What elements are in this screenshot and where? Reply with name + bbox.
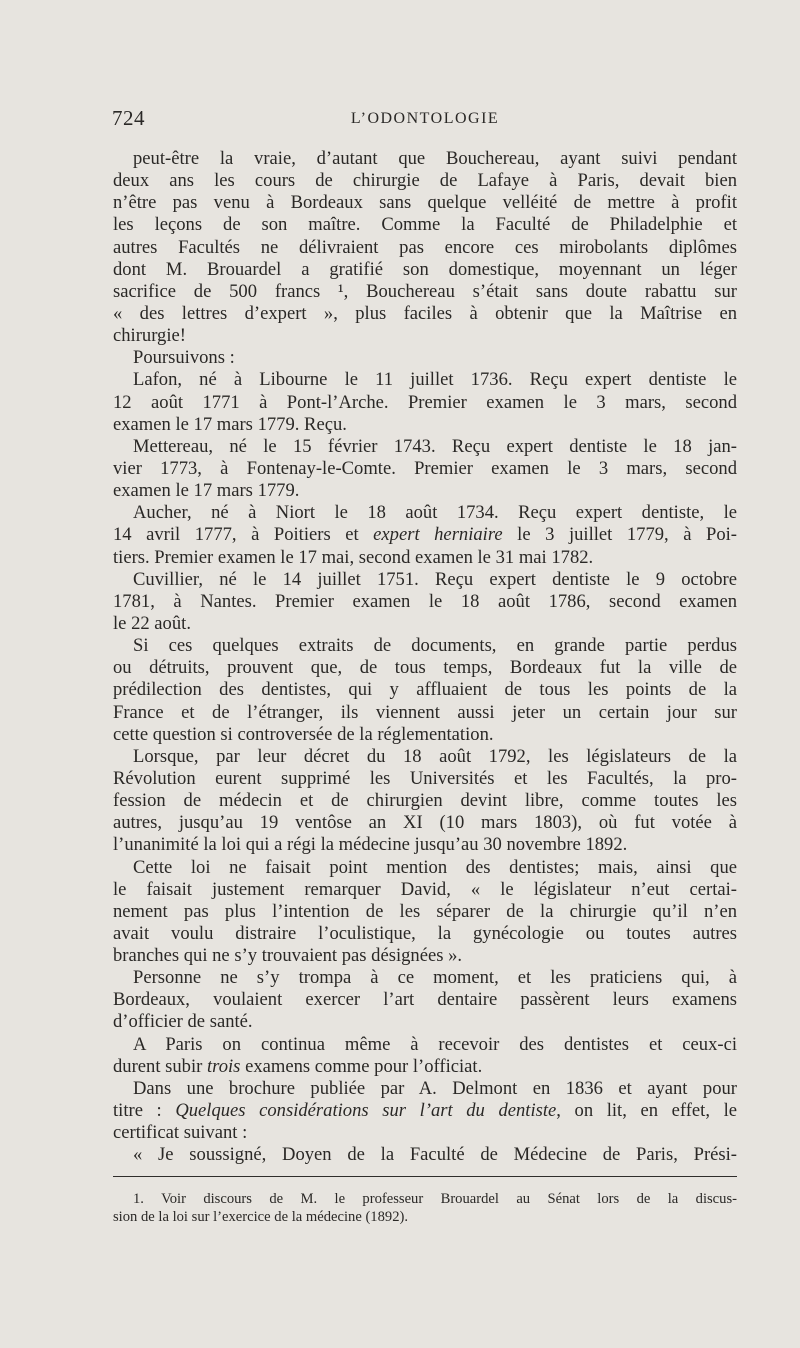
text-line: « des lettres d’expert », plus faciles à obtenir que la Maîtrise en: [113, 302, 737, 324]
text-line: avait voulu distraire l’oculistique, la gynécologie ou toutes autres: [113, 922, 737, 944]
text-line: n’être pas venu à Bordeaux sans quelque velléité de mettre à profit: [113, 192, 737, 214]
text-line: examen le 17 mars 1779. Reçu.: [113, 413, 347, 435]
text-line: nement pas plus l’intention de les séparer de la chirurgie qu’il n’en: [113, 900, 737, 922]
running-title: L’ODONTOLOGIE: [350, 110, 500, 127]
text-line: branches qui ne s’y trouvaient pas désignées ».: [113, 945, 463, 967]
text-line: 12 août 1771 à Pont-l’Arche. Premier examen le 3 mars, second: [113, 391, 737, 413]
text-line: Poursuivons :: [133, 347, 235, 369]
text-line: France et de l’étranger, ils viennent aussi jeter un certain jour sur: [113, 701, 737, 723]
text-line: Mettereau, né le 15 février 1743. Reçu expert dentiste le 18 jan-: [133, 435, 737, 457]
text-line: Cette loi ne faisait point mention des dentistes; mais, ainsi que: [133, 856, 737, 878]
footnote-line: sion de la loi sur l’exercice de la médecine (1892).: [113, 1209, 408, 1225]
text-line: Révolution eurent supprimé les Universités et les Facultés, la pro-: [113, 767, 737, 789]
text-line: autres Facultés ne délivraient pas encore ces mirobolants diplômes: [113, 236, 737, 258]
text-line: examen le 17 mars 1779.: [113, 480, 300, 502]
text-line: titre : Quelques considérations sur l’art du dentiste, on lit, en effet, le: [113, 1100, 737, 1122]
body-text: [113, 148, 737, 1166]
italic-text: expert herniaire: [373, 524, 503, 546]
text-line: vier 1773, à Fontenay-le-Comte. Premier examen le 3 mars, second: [113, 457, 737, 479]
text-line: tiers. Premier examen le 17 mai, second examen le 31 mai 1782.: [113, 546, 594, 568]
text-line: le faisait justement remarquer David, « le législateur n’eut certai-: [113, 878, 737, 900]
text-line: d’officier de santé.: [113, 1011, 253, 1033]
text-line: « Je soussigné, Doyen de la Faculté de Médecine de Paris, Prési-: [133, 1144, 737, 1166]
footnote-separator-rule: [113, 1176, 737, 1177]
text-line: prédilection des dentistes, qui y affluaient de tous les points de la: [113, 679, 737, 701]
text-line: 1781, à Nantes. Premier examen le 18 août 1786, second examen: [113, 590, 737, 612]
text-line: Cuvillier, né le 14 juillet 1751. Reçu expert dentiste le 9 octobre: [133, 568, 737, 590]
text-line: chirurgie!: [113, 325, 186, 347]
text-line: Personne ne s’y trompa à ce moment, et les praticiens qui, à: [133, 967, 737, 989]
text-line: Dans une brochure publiée par A. Delmont en 1836 et ayant pour: [133, 1077, 737, 1099]
text-line: cette question si controversée de la réglementation.: [113, 723, 494, 745]
page-number: 724: [112, 106, 145, 130]
italic-text: Quelques considérations sur l’art du dentiste: [175, 1100, 557, 1122]
text-line: autres, jusqu’au 19 ventôse an XI (10 mars 1803), où fut votée à: [113, 812, 737, 834]
text-line: dont M. Brouardel a gratifié son domestique, moyennant un léger: [113, 258, 737, 280]
text-line: durent subir trois examens comme pour l’officiat.: [113, 1055, 483, 1077]
text-line: ou détruits, prouvent que, de tous temps, Bordeaux fut la ville de: [113, 657, 737, 679]
text-line: le 22 août.: [113, 612, 191, 634]
text-line: les leçons de son maître. Comme la Faculté de Philadelphie et: [113, 214, 737, 236]
italic-text: trois: [207, 1055, 241, 1077]
text-line: l’unanimité la loi qui a régi la médecine jusqu’au 30 novembre 1892.: [113, 834, 628, 856]
text-line: peut-être la vraie, d’autant que Bouchereau, ayant suivi pendant: [133, 148, 737, 169]
text-line: fession de médecin et de chirurgien devint libre, comme toutes les: [113, 790, 737, 812]
text-line: Lafon, né à Libourne le 11 juillet 1736. Reçu expert dentiste le: [133, 369, 737, 391]
text-line: Aucher, né à Niort le 18 août 1734. Reçu expert dentiste, le: [133, 502, 737, 524]
text-line: 14 avril 1777, à Poitiers et expert herniaire le 3 juillet 1779, à Poi-: [113, 524, 737, 546]
text-line: Lorsque, par leur décret du 18 août 1792, les législateurs de la: [133, 745, 737, 767]
text-line: sacrifice de 500 francs ¹, Bouchereau s’était sans doute rabattu sur: [113, 280, 737, 302]
text-line: Si ces quelques extraits de documents, en grande partie perdus: [133, 635, 737, 657]
text-line: A Paris on continua même à recevoir des dentistes et ceux-ci: [133, 1033, 737, 1055]
footnote-line: 1. Voir discours de M. le professeur Brouardel au Sénat lors de la discus-: [133, 1191, 737, 1207]
page-header: [112, 106, 738, 134]
text-line: Bordeaux, voulaient exercer l’art dentaire passèrent leurs examens: [113, 989, 737, 1011]
footnotes: [113, 1190, 737, 1226]
text-line: deux ans les cours de chirurgie de Lafaye à Paris, devait bien: [113, 170, 737, 192]
text-line: certificat suivant :: [113, 1122, 248, 1144]
